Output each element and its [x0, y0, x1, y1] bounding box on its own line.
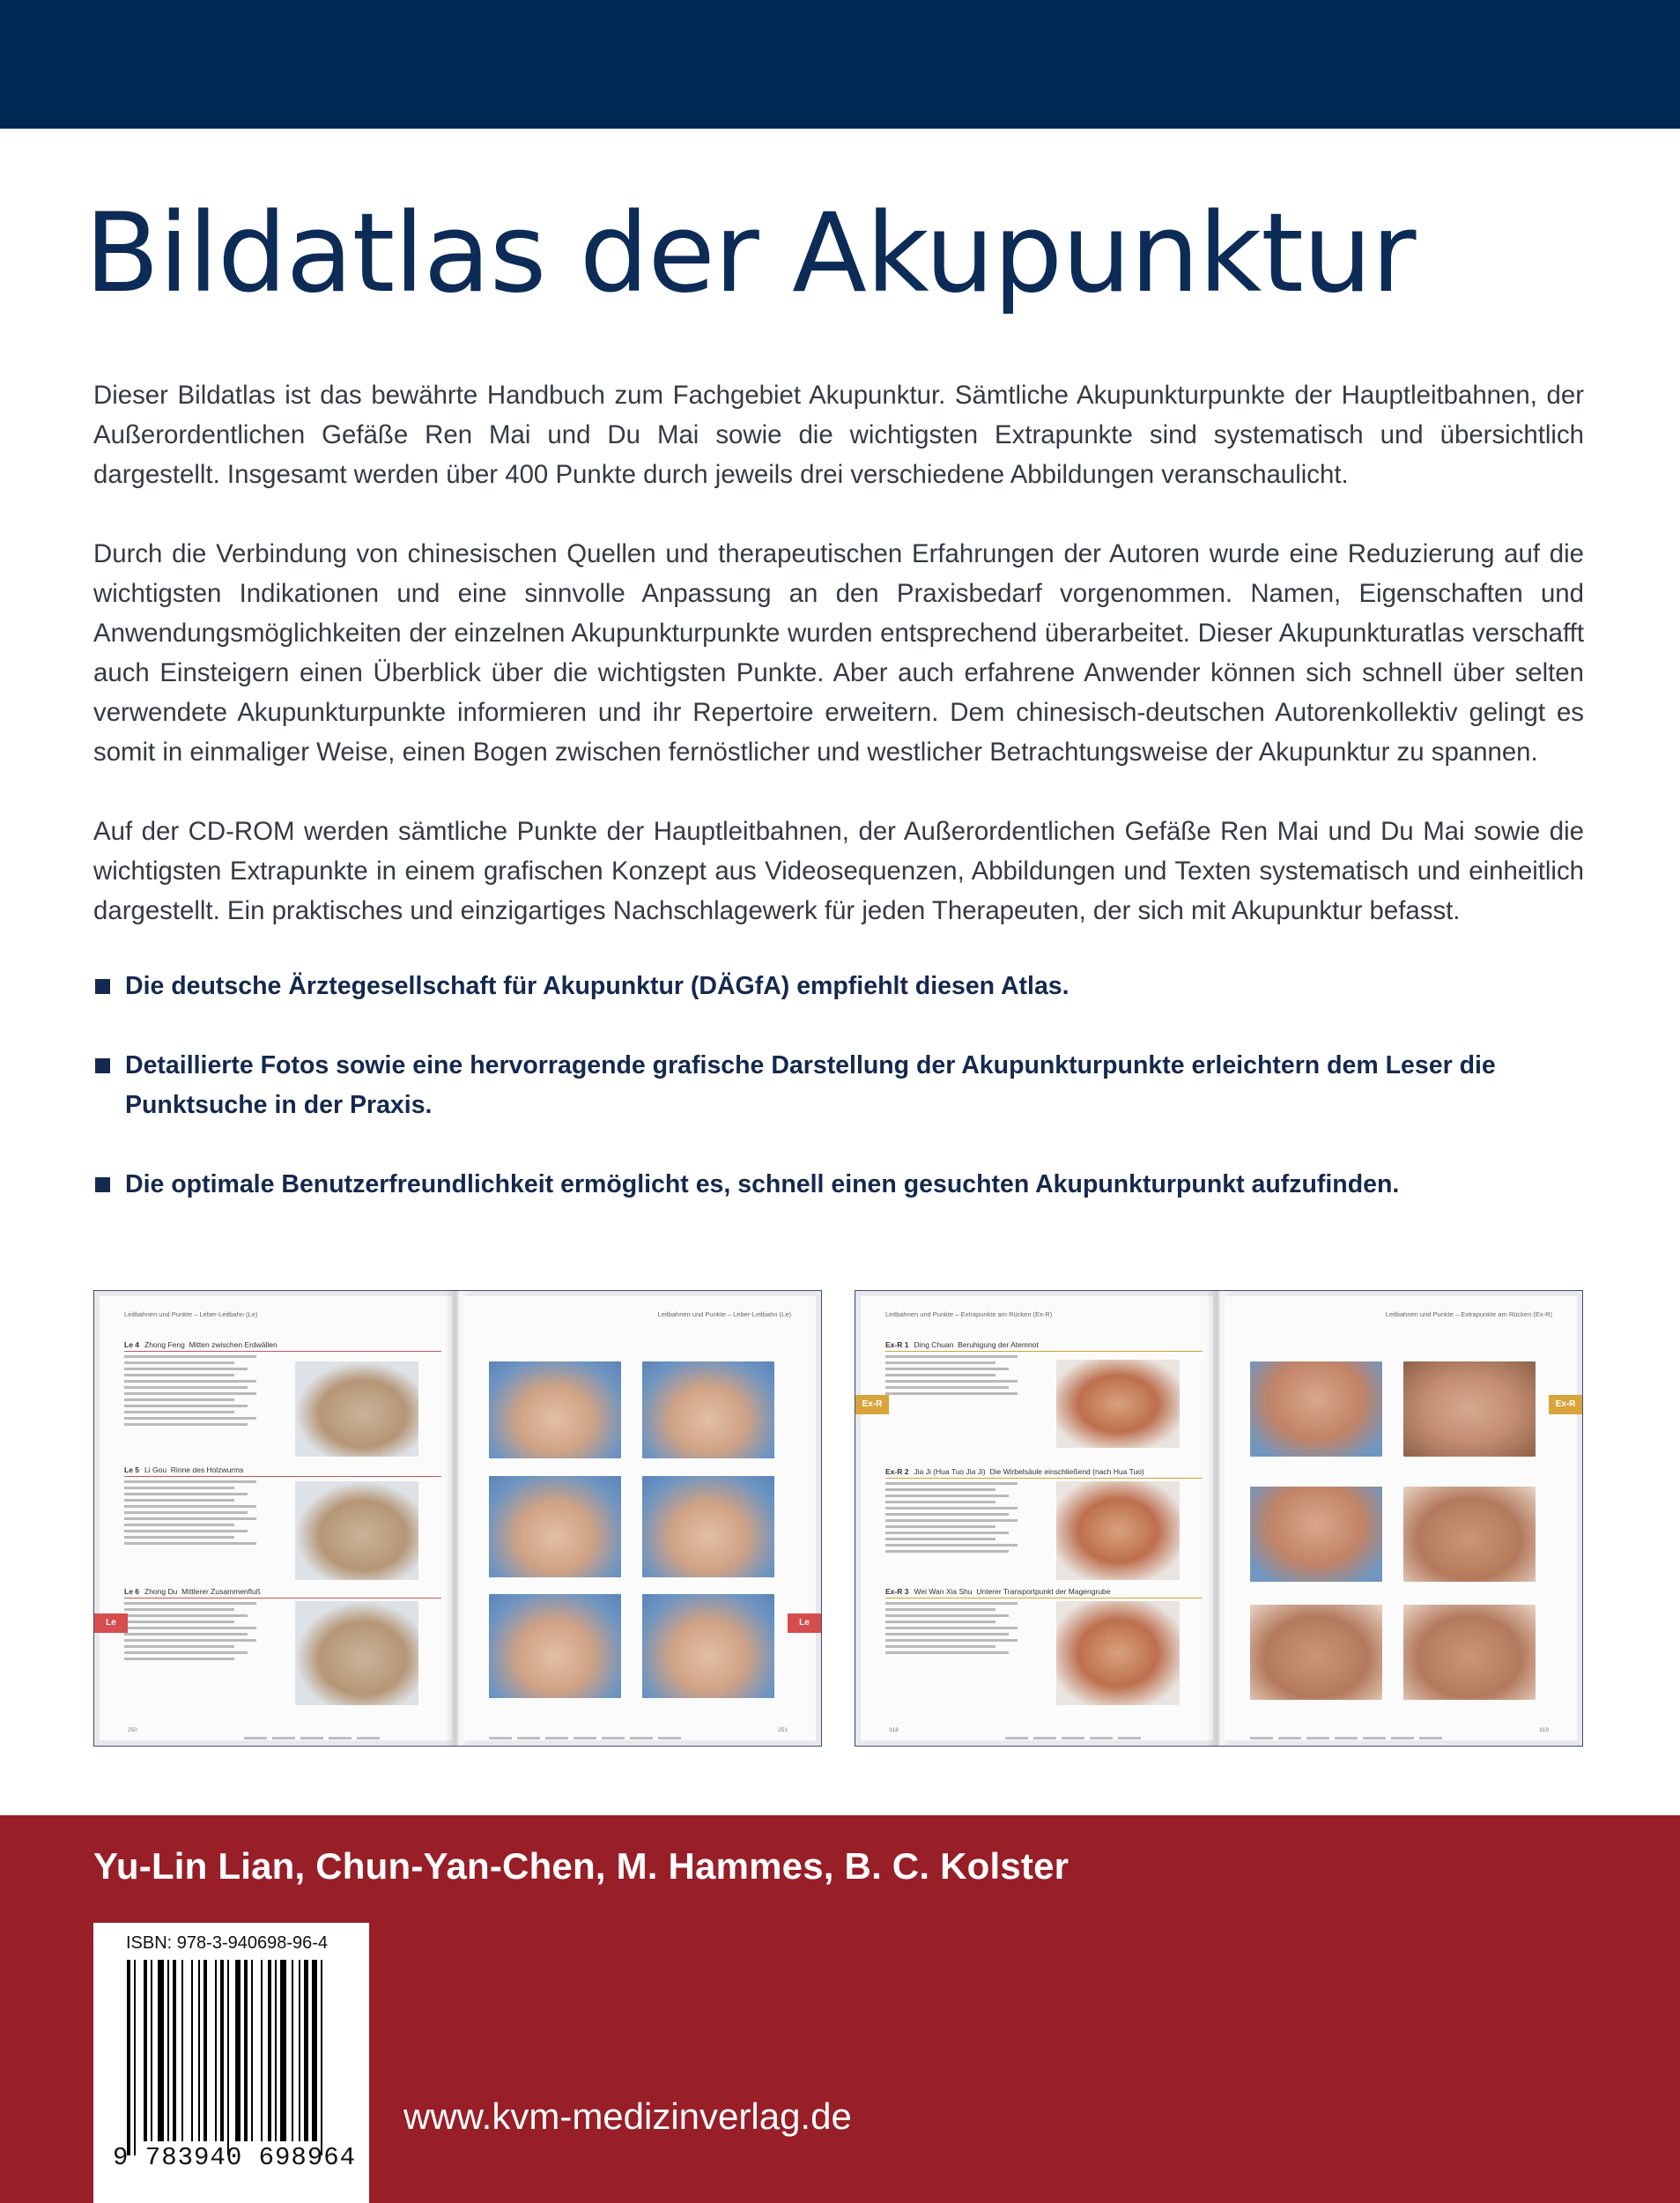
barcode-bar: [244, 1960, 248, 2141]
square-bullet-icon: [95, 979, 110, 994]
point-entry: Ex-R 3 Wei Wan Xia Shu Unterer Transportpunkt der Magengrube: [885, 1587, 1203, 1658]
intro-paragraph-2: Durch die Verbindung von chinesischen Quellen und therapeutischen Erfahrungen der Autoren wurde eine Reduzierung auf die wichtigsten Indikationen und eine sinnvolle Anpassung an den Praxisbedarf vorgenommen. Namen, Eigenschaften und Anwendungsmöglichkeiten der einzelnen Akupunkturpunkte wurden entsprechend überarbeitet. Dieser Akupunkturatlas verschafft auch Einsteigern einen Überblick über die wichtigsten Punkte. Aber auch erfahrene Anwender können sich schnell über selten verwendete Akupunkturpunkte informieren und ihr Repertoire erweitern. Dem chinesisch-deutschen Autorenkollektiv gelingt es somit in einmaliger Weise, einen Bogen zwischen fernöstlicher und westlicher Betrachtungsweise der Akupunktur zu spannen.: [93, 539, 1584, 767]
page-header-right: Leitbahnen und Punkte – Leber-Leitbahn (Le): [657, 1310, 791, 1318]
foot-photo: [489, 1361, 621, 1458]
barcode-bar: [321, 1960, 322, 2155]
back-photo: [1250, 1487, 1382, 1582]
back-photo: [1403, 1487, 1536, 1582]
barcode-bar: [261, 1960, 263, 2141]
page-number-left: 318: [889, 1727, 899, 1733]
section-tab-right: Le: [788, 1613, 821, 1633]
page-number-right: 319: [1539, 1727, 1549, 1733]
barcode-bar: [312, 1960, 317, 2141]
book-title: Bildatlas der Akupunktur: [85, 190, 1416, 317]
barcode-bar: [235, 1960, 241, 2141]
barcode-bar: [280, 1960, 285, 2141]
sample-spread-back-extrapoints: [855, 1290, 1583, 1747]
intro-paragraph-3: Auf der CD-ROM werden sämtliche Punkte der Hauptleitbahnen, der Außerordentlichen Gefäße Ren Mai und Du Mai sowie die wichtigsten Extrapunkte in einem grafischen Konzept aus Videosequenzen, Abbildungen und Texten systematisch und einheitlich dargestellt. Ein praktisches und einzigartiges Nachschlagewerk für jeden Therapeuten, der sich mit Akupunktur befasst.: [93, 817, 1584, 925]
foot-illustration: [295, 1481, 418, 1580]
isbn-number: ISBN: 978-3-940698-96-4: [126, 1933, 329, 1953]
barcode-bar: [191, 1960, 193, 2141]
page-header-right: Leitbahnen und Punkte – Extrapunkte am Rücken (Ex-R): [1385, 1310, 1552, 1318]
isbn-barcode: [93, 1923, 369, 2203]
foot-photo: [642, 1594, 774, 1698]
back-photo: [1403, 1605, 1536, 1700]
barcode-bar: [181, 1960, 183, 2141]
barcode-bar: [167, 1960, 169, 2141]
barcode-bar: [220, 1960, 224, 2141]
spread-gutter: [1206, 1291, 1231, 1746]
foot-photo: [642, 1361, 774, 1458]
page-legend: [1005, 1728, 1146, 1732]
barcode-bar: [275, 1960, 277, 2141]
barcode-digits: 9 783940 698964: [113, 2143, 357, 2172]
back-anatomy-illustration: [1056, 1360, 1180, 1448]
point-entry: Ex-R 2 Jia Ji (Hua Tuo Jia Ji) Die Wirbelsäule einschließend (nach Hua Tuo): [885, 1467, 1203, 1556]
page-legend: [489, 1728, 686, 1732]
page-number-right: 251: [778, 1727, 788, 1733]
barcode-bar: [268, 1960, 271, 2141]
page-legend: [1250, 1728, 1447, 1732]
back-anatomy-illustration: [1056, 1601, 1180, 1705]
intro-paragraph-1: Dieser Bildatlas ist das bewährte Handbuch zum Fachgebiet Akupunktur. Sämtliche Akupunkturpunkte der Hauptleitbahnen, der Außerordentlichen Gefäße Ren Mai und Du Mai sowie die wichtigsten Extrapunkte sind systematisch und übersichtlich dargestellt. Insgesamt werden über 400 Punkte durch jeweils drei verschiedene Abbildungen veranschaulicht.: [93, 381, 1584, 489]
authors: Yu-Lin Lian, Chun-Yan-Chen, M. Hammes, B. C. Kolster: [93, 1845, 1069, 1887]
back-photo: [1250, 1605, 1382, 1700]
point-entry: Ex-R 1 Ding Chuan Beruhigung der Atemnot: [885, 1340, 1203, 1398]
section-tab-left: Le: [94, 1613, 128, 1633]
square-bullet-icon: [95, 1058, 110, 1073]
spread-gutter: [445, 1291, 470, 1746]
barcode-bar: [134, 1960, 136, 2155]
foot-illustration: [295, 1601, 418, 1705]
barcode-bar: [173, 1960, 176, 2141]
page-header-left: Leitbahnen und Punkte – Leber-Leitbahn (Le): [124, 1310, 258, 1318]
point-entry: Le 4 Zhong Feng Mitten zwischen Erdwällen: [124, 1340, 441, 1429]
barcode-bar: [292, 1960, 293, 2141]
back-photo: [1250, 1361, 1382, 1457]
foot-photo: [642, 1476, 774, 1577]
intro-text: [93, 375, 1584, 970]
barcode-bar: [215, 1960, 217, 2141]
feature-item: Die optimale Benutzerfreundlichkeit ermöglicht es, schnell einen gesuchten Akupunkturpunkt aufzufinden.: [93, 1165, 1591, 1205]
page-legend: [244, 1728, 385, 1732]
sample-spread-liver: [93, 1290, 822, 1747]
publisher-url: www.kvm-medizinverlag.de: [403, 2095, 852, 2137]
barcode-bar: [198, 1960, 200, 2141]
barcode-bar: [299, 1960, 300, 2141]
barcode-bar: [127, 1960, 130, 2155]
page-header-left: Leitbahnen und Punkte – Extrapunkte am Rücken (Ex-R): [885, 1310, 1053, 1318]
section-tab-left: Ex-R: [855, 1395, 889, 1414]
barcode-bar: [204, 1960, 207, 2141]
barcode-bar: [251, 1960, 253, 2141]
foot-photo: [489, 1476, 621, 1577]
point-entry: Le 5 Li Gou Rinne des Holzwurms: [124, 1465, 441, 1548]
page-number-left: 250: [128, 1727, 137, 1733]
foot-illustration: [295, 1361, 418, 1457]
point-entry: Le 6 Zhong Du Mittlerer Zusammenfluß: [124, 1587, 441, 1664]
section-tab-right: Ex-R: [1549, 1395, 1582, 1414]
feature-item: Detaillierte Fotos sowie eine hervorragende grafische Darstellung der Akupunkturpunkte erleichtern dem Leser die Punktsuche in der Praxis.: [93, 1046, 1591, 1125]
feature-item: Die deutsche Ärztegesellschaft für Akupunktur (DÄGfA) empfiehlt diesen Atlas.: [93, 967, 1591, 1006]
square-bullet-icon: [95, 1177, 110, 1192]
barcode-bar: [151, 1960, 152, 2141]
barcode-bar: [158, 1960, 163, 2141]
barcode-bar: [304, 1960, 307, 2141]
feature-list: [93, 967, 1591, 1244]
barcode-bar: [144, 1960, 147, 2141]
barcode-bar: [227, 1960, 229, 2155]
foot-photo: [489, 1594, 621, 1698]
top-navy-band: [0, 0, 1680, 129]
back-photo: [1403, 1361, 1536, 1457]
back-anatomy-illustration: [1056, 1481, 1180, 1580]
